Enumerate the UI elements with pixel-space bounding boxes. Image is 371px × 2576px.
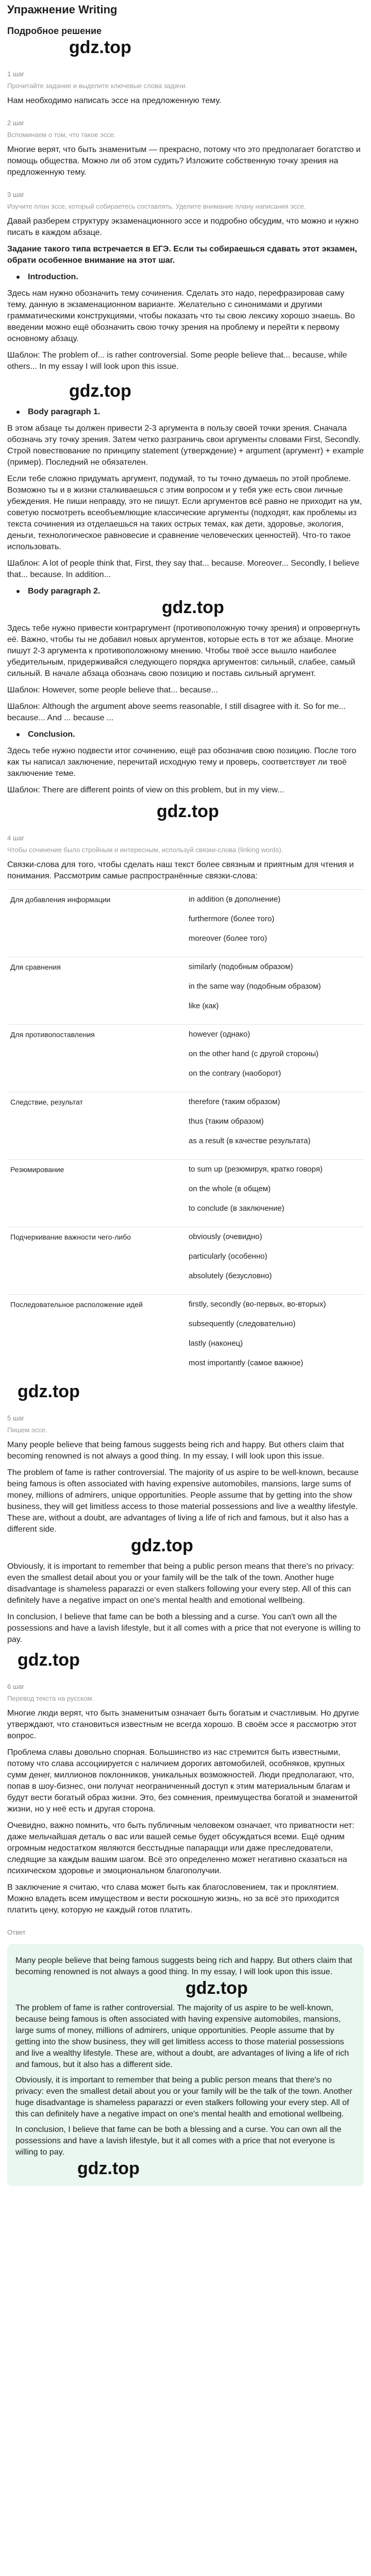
linking-word: absolutely (безусловно) (189, 1272, 272, 1280)
step-text: Многие верят, что быть знаменитым — прекрасно, потому что это предполагает богатство и помощь общества. Можно ли об этом судить? Изложите собственную точку зрения на предложенную тему. (7, 145, 361, 177)
essay-paragraph: Many people believe that being famous suggests being rich and happy. But others claim that becoming renowned is not always a good thing. In my essay, I will look upon this issue. (7, 1440, 344, 1461)
watermark: gdz.top (185, 1978, 248, 1998)
linking-word: in the same way (подобным образом) (189, 982, 321, 991)
answer-section (7, 1928, 364, 2186)
step-text: Давай разберем структуру экзаменационного эссе и подробно обсудим, что можно и нужно писать в каждом абзаце. (7, 217, 359, 237)
linking-word: particularly (особенно) (189, 1252, 267, 1261)
essay-paragraph: The problem of fame is rather controversial. The majority of us aspire to be well-known, because being famous is often associated with having expensive automobiles, mansions, large sums of money, millions of admirers, unique opportunities. People assume that by getting into the show business, they will get limitless access to those material possessions and live a wealthy lifestyle. These are, without a doubt, are advantages of living a life of rich and famous, but it also has a different side. (7, 1468, 359, 1534)
linking-words (185, 1025, 364, 1092)
page-title: Упражнение Writing (7, 3, 117, 16)
section-heading: Body paragraph 2. (7, 586, 364, 597)
linking-row (7, 1092, 364, 1160)
step-label: 3 шаг (7, 191, 25, 198)
linking-row (7, 890, 364, 957)
answer-paragraph: Many people believe that being famous suggests being rich and happy. But others claim that becoming renowned is not always a good thing. In my essay, I will look upon this issue. (15, 1956, 352, 1976)
linking-word: in addition (в дополнение) (189, 895, 281, 904)
step-description: Вспоминаем о том, что такое эссе. (7, 131, 116, 139)
translation-paragraph: Очевидно, важно помнить, что быть публичным человеком означает, что приватности нет: даже мельчайшая деталь о вас или вашей семье будет обсуждаться всеми. Ещё одним огромным недостатком являются бесстыдные папарацци или даже преследователи, следящие за каждым вашим шагом. Всё это определенно может негативно сказаться на психическом здоровье и эмоциональном благополучии. (7, 1821, 355, 1875)
essay-body (7, 1439, 364, 1646)
section-text: В этом абзаце ты должен привести 2-3 аргумента в пользу своей точки зрения. Сначала обозначь эту точку зрения. Затем четко разграничь свои аргументы словами First, Secondly. Строй повествование по принципу statement (утверждение) + argument (аргумент) + example (пример). Последний не обязателен. (7, 424, 364, 467)
linking-word: obviously (очевидно) (189, 1232, 262, 1241)
linking-word: however (однако) (189, 1030, 250, 1039)
linking-word: subsequently (следовательно) (189, 1319, 296, 1328)
translation-paragraph: Проблема славы довольно спорная. Большинство из нас стремится быть известными, потому что слава ассоциируется с наличием дорогих автомобилей, особняков, крупных сумм денег, миллионов поклонников, уникальных возможностей. Люди предполагают, что, попав в шоу-бизнес, они получат неограниченный доступ к этим материальным благам и будут вести богатый образ жизни. Это, без сомнения, преимущества богатой и знаменитой жизни, но у неё есть и другая сторона. (7, 1748, 358, 1814)
linking-word: therefore (таким образом) (189, 1097, 280, 1106)
page-subtitle: Подробное решение (7, 26, 102, 36)
step-description: Изучите план эссе, который собираетесь составлять. Уделите внимание плану написания эссе. (7, 202, 306, 210)
linking-word: on the whole (в общем) (189, 1184, 271, 1193)
step-2 (7, 119, 364, 178)
translation-body (7, 1708, 364, 1916)
section-text: Здесь тебе нужно привести контраргумент (противоположную точку зрения) и опровергнуть её. Важно, чтобы ты не добавил новых аргументов, которые есть в тот же абзаце. Многие пишут 2-3 аргумента к противоположному мнению. Чтобы твоё эссе вышло наиболее убедительным, придерживайся следующего порядка аргументов: сильный, слабее, самый сильный. В начале абзаца обозначь свою позицию и поставь сильный аргумент. (7, 624, 360, 678)
step-6 (7, 1650, 364, 1916)
answer-label: Ответ (7, 1928, 26, 1936)
template-text: Шаблон: Although the argument above seems reasonable, I still disagree with it. So for me... because... And ... because ... (7, 702, 346, 722)
linking-word: like (как) (189, 1002, 219, 1010)
step-label: 2 шаг (7, 119, 25, 127)
template-text: Шаблон: However, some people believe that... because... (7, 686, 218, 694)
section-heading: Conclusion. (7, 729, 364, 740)
watermark: gdz.top (69, 381, 131, 401)
linking-category: Следствие, результат (7, 1092, 185, 1160)
answer-paragraph: The problem of fame is rather controversial. The majority of us aspire to be well-known, because being famous is often associated with having expensive automobiles, mansions, large sums of money, millions of admirers, unique opportunities. People assume that by getting into the show business, they will get limitless access to those material possessions and live a wealthy lifestyle. These are, without a doubt, are advantages of living a life of rich and famous, but it also has a different side. (15, 2004, 349, 2069)
step-description: Прочитайте задание и выделите ключевые слова задачи. (7, 82, 188, 90)
linking-word: on the contrary (наоборот) (189, 1069, 281, 1078)
template-text: Шаблон: There are different points of view on this problem, but in my view... (7, 786, 284, 794)
linking-word: moreover (более того) (189, 934, 267, 943)
linking-words (185, 1092, 364, 1160)
answer-paragraph: Obviously, it is important to remember that being a public person means that there's no privacy: even the smallest detail about you or your family will be the talk of the town. Another huge disadvantage is shameless paparazzi or even stalkers following your every step. All of this can definitely have a negative impact on one's mental health and emotional wellbeing. (15, 2076, 352, 2119)
watermark: gdz.top (18, 1650, 80, 1670)
watermark: gdz.top (131, 1536, 193, 1555)
step-1 (7, 37, 364, 107)
section-text: Здесь тебе нужно подвести итог сочинению, ещё раз обозначив свою позицию. После того как ты написал заключение, перечитай исходную тему и проверь, соответствует ли твоё заключение теме. (7, 747, 357, 778)
answer-paragraph: In conclusion, I believe that fame can be both a blessing and a curse. You can own all the possessions and have a lavish lifestyle, but it all comes with a price that not everyone is willing to pay. (15, 2125, 342, 2157)
linking-row (7, 1160, 364, 1227)
watermark: gdz.top (162, 598, 224, 617)
linking-word: on the other hand (с другой стороны) (189, 1049, 319, 1058)
step-5 (7, 1381, 364, 1646)
linking-word: to sum up (резюмируя, кратко говоря) (189, 1165, 323, 1174)
translation-paragraph: В заключение я считаю, что слава может быть как благословением, так и проклятием. Можно владеть всем имуществом и вести роскошную жизнь, но за всё это приходится платить цену, которую не каждый готов платить. (7, 1883, 340, 1914)
section-heading: Introduction. (7, 272, 364, 283)
step-label: 1 шаг (7, 70, 25, 78)
linking-category: Резюмирование (7, 1160, 185, 1227)
linking-words (185, 1295, 364, 1382)
linking-row (7, 1295, 364, 1382)
watermark: gdz.top (157, 802, 219, 821)
linking-words (185, 1227, 364, 1295)
answer-box (7, 1944, 364, 2186)
linking-row (7, 1025, 364, 1092)
linking-category: Для сравнения (7, 957, 185, 1025)
section-text: Здесь нам нужно обозначить тему сочинения. Сделать это надо, перефразировав саму тему, данную в экзаменационном варианте. Желательно с синонимами и другими грамматическими конструкциями, чтобы показать что ты свою лексику хорошо знаешь. Во введении можно ещё обозначить свою точку зрения на проблему и перейти к первому основному абзацу. (7, 289, 355, 343)
linking-words-table (7, 889, 364, 1381)
linking-words (185, 1160, 364, 1227)
step-description: Перевод текста на русском. (7, 1694, 94, 1702)
step-label: 6 шаг (7, 1683, 25, 1690)
step-text: Нам необходимо написать эссе на предложенную тему. (7, 96, 222, 105)
template-text: Шаблон: The problem of... is rather controversial. Some people believe that... because, while others... In my essay I will look upon this issue. (7, 351, 347, 371)
step-4 (7, 801, 364, 1381)
essay-paragraph: Obviously, it is important to remember that being a public person means that there's no privacy: even the smallest detail about you or your family will be the talk of the town. Another huge disadvantage is shameless paparazzi or even stalkers following your every step. All of this can definitely have a negative impact on one's mental health and emotional wellbeing. (7, 1562, 355, 1605)
linking-category: Подчеркивание важности чего-либо (7, 1227, 185, 1295)
linking-row (7, 1227, 364, 1295)
linking-word: thus (таким образом) (189, 1117, 264, 1126)
linking-word: lastly (наконец) (189, 1339, 243, 1348)
linking-word: to conclude (в заключение) (189, 1204, 284, 1213)
section-text: Если тебе сложно придумать аргумент, подумай, то ты точно думаешь по этой проблеме. Возможно ты и в жизни сталкиваешься с этим вопросом и у тебя уже есть свои личные убеждения. Не пиши неправду, это не пишут. Если аргументов всё равно не приходит на ум, советую посмотреть всеобъемлющие классические аргументы (подходят, как проблемы из текста сочинения из отделаешься на таких острых темах, как дети, здоровье, экология, деньги, технологическое равновесие и сравнение человеческих ценностей). Что-то такое использовать. (7, 474, 362, 551)
exam-note: Задание такого типа встречается в ЕГЭ. Если ты собираешься сдавать этот экзамен, обрати особенное внимание на этот шаг. (7, 245, 357, 265)
linking-word: as a result (в качестве результата) (189, 1137, 311, 1145)
step-text: Связки-слова для того, чтобы сделать наш текст более связным и приятным для чтения и понимания. Рассмотрим самые распространённые связки-слова: (7, 860, 354, 880)
linking-category: Для добавления информации (7, 890, 185, 957)
linking-words (185, 890, 364, 957)
linking-row (7, 957, 364, 1025)
watermark: gdz.top (69, 38, 131, 57)
linking-word: firstly, secondly (во-первых, во-вторых) (189, 1300, 326, 1309)
step-3 (7, 191, 364, 796)
step-description: Пишем эссе. (7, 1426, 47, 1434)
step-label: 5 шаг (7, 1414, 25, 1422)
section-heading: Body paragraph 1. (7, 406, 364, 418)
watermark: gdz.top (18, 1382, 80, 1401)
linking-word: most importantly (самое важное) (189, 1359, 303, 1367)
essay-paragraph: In conclusion, I believe that fame can be both a blessing and a curse. You can't own all the possessions and have a lavish lifestyle, but it all comes with a price that not everyone is willing to pay. (7, 1613, 361, 1644)
step-label: 4 шаг (7, 834, 25, 842)
translation-paragraph: Многие люди верят, что быть знаменитым означает быть богатым и счастливым. Но другие утверждают, что становиться известным не всегда хорошо. В своём эссе я рассмотрю этот вопрос. (7, 1709, 359, 1740)
step-description: Чтобы сочинение было стройным и интересным, используй связки-слова (linking words). (7, 846, 283, 854)
linking-words (185, 957, 364, 1025)
linking-word: furthermore (более того) (189, 914, 275, 923)
linking-word: similarly (подобным образом) (189, 962, 293, 971)
watermark: gdz.top (77, 2159, 140, 2178)
template-text: Шаблон: A lot of people think that, First, they say that... because. Moreover... Secondly, I believe that... because. In addition... (7, 559, 360, 579)
linking-category: Последовательное расположение идей (7, 1295, 185, 1382)
linking-category: Для противопоставления (7, 1025, 185, 1092)
